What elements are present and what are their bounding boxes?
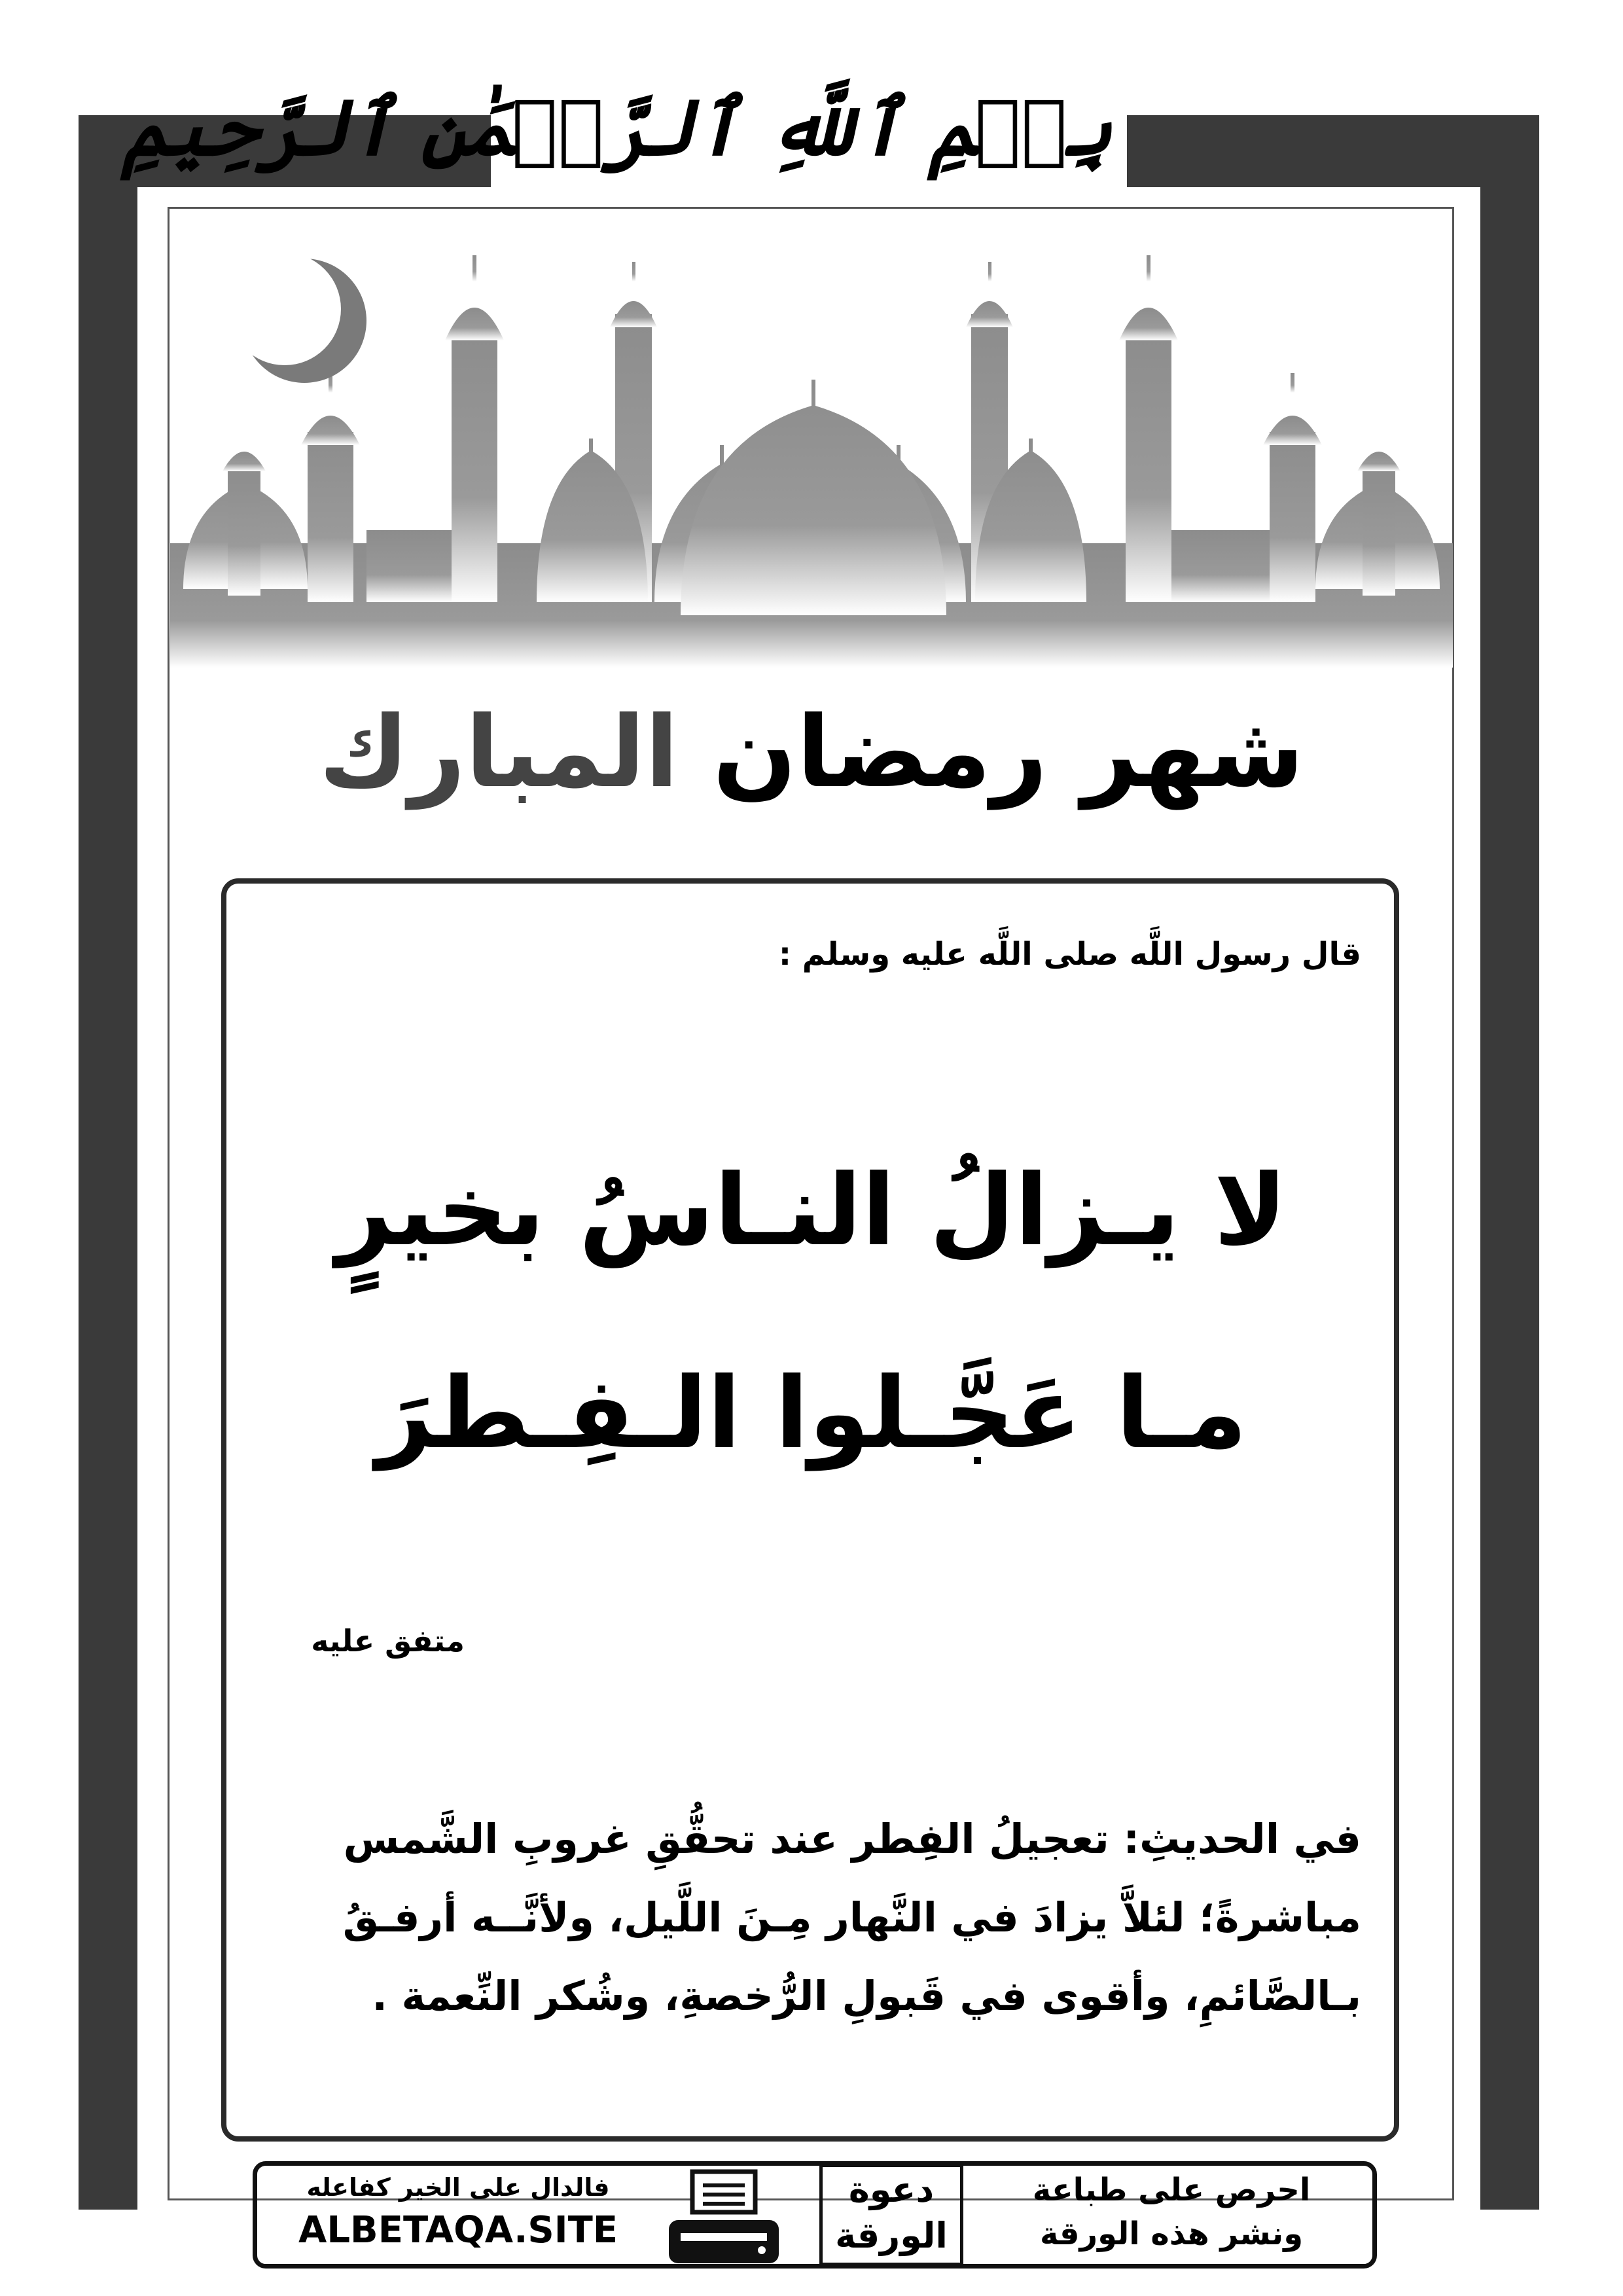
explanation-line-3: بـالصَّائمِ، وأقوى في قَبولِ الرُّخصةِ، وشُكر النِّعمة .	[372, 1972, 1361, 2020]
footer-site: ALBETAQA.SITE	[298, 2209, 618, 2251]
hadith-intro: قال رسول اللَّه صلى اللَّه عليه وسلم :	[778, 936, 1361, 973]
frame-left-bar	[79, 115, 137, 2210]
crescent-icon	[228, 253, 366, 383]
mosque-skyline	[170, 249, 1453, 668]
hadith-line-2: مـا عَجَّـلوا الـفِـطرَ	[376, 1357, 1247, 1471]
frame-top-right-bar	[1127, 115, 1539, 187]
basmala	[122, 52, 1113, 203]
printer-icon	[665, 2169, 783, 2267]
explanation-line-1: في الحديثِ: تعجيلُ الفِطر عند تحقُّقِ غروبِ الشَّمس	[343, 1815, 1361, 1863]
hadith-source: متفق عليه	[311, 1623, 465, 1659]
page-title	[236, 681, 1387, 825]
title-word-mubarak: المبارك	[319, 696, 679, 810]
dawah-logo	[819, 2164, 963, 2266]
print-note-line-2: ونشر هذه الورقة	[1039, 2215, 1304, 2252]
logo-line-2: الورقة	[835, 2215, 948, 2256]
print-note-line-1: احرص على طباعة	[1032, 2172, 1311, 2208]
logo-line-1: دعوة	[848, 2169, 935, 2210]
basmala-text: بِسۡمِ ٱللَّهِ ٱلرَّحۡمَٰنِ ٱلرَّحِيمِ	[122, 82, 1113, 173]
hadith-line-1: لا يـزالُ النـاسُ بخيرٍ	[336, 1154, 1287, 1268]
title-word-ramadan: شهر رمضان	[713, 696, 1304, 810]
footer-slogan: فالدال على الخير كفاعله	[306, 2173, 610, 2202]
explanation-line-2: مباشرةً؛ لئلاَّ يزادَ في النَّهار مِـنَ اللَّيل، ولأنَّــه أرفـقُ	[342, 1893, 1361, 1941]
frame-right-bar	[1480, 115, 1539, 2210]
content-box	[221, 878, 1399, 2142]
